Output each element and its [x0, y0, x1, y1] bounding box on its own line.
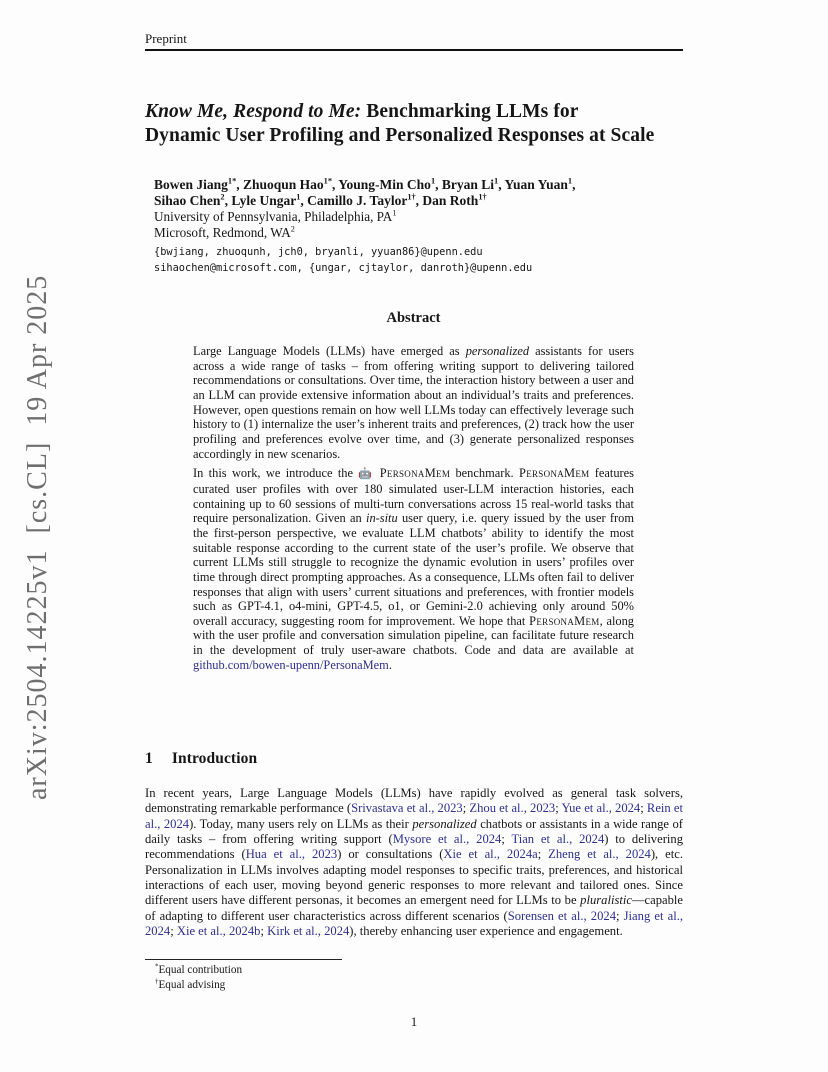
- header-rule: [145, 49, 683, 51]
- citation-link[interactable]: Xie et al., 2024b: [176, 924, 261, 939]
- robot-emoji-icon: 🤖: [358, 468, 375, 481]
- section-title: Introduction: [171, 750, 258, 767]
- citation-link[interactable]: Kirk et al., 2024: [267, 924, 350, 939]
- section-1-heading: [145, 750, 257, 768]
- footnotes: [145, 963, 565, 993]
- arxiv-watermark: arXiv:2504.14225v1 [cs.CL] 19 Apr 2025: [22, 274, 53, 800]
- citation-link[interactable]: Tian et al., 2024: [511, 832, 605, 847]
- citation-link[interactable]: Rein et al., 2024: [145, 801, 683, 831]
- citation-link[interactable]: Mysore et al., 2024: [392, 832, 502, 847]
- preprint-label: Preprint: [145, 31, 187, 46]
- affiliation-2: Microsoft, Redmond, $WA^2$: [154, 224, 295, 240]
- citation-link[interactable]: Hua et al., 2023: [245, 847, 338, 862]
- page-number: 1: [410, 1014, 418, 1029]
- citation-link[interactable]: Srivastava et al., 2023: [351, 801, 463, 816]
- abstract-paragraph-2: In this work, we introduce the 🤖 PersonaMem benchmark. PersonaMem features curated user profiles with over 180 simulated user-LLM interaction histories, each containing up to 60 sessions of multi-turn conversations across 15 real-world tasks that require personalization. Given an in-situ user query, i.e. query issued by the user from the first-person perspective, we evaluate LLM chatbots’ ability to identify the most suitable response according to the current state of the user’s profile. We observe that current LLMs still struggle to recognize the dynamic evolution in users’ profiles over time through direct prompting approaches. As a consequence, LLMs often fail to deliver responses that align with users’ current situations and preferences, with frontier models such as GPT-4.1, o4-mini, GPT-4.5, o1, or Gemini-2.0 achieving only around 50% overall accuracy, suggesting room for improvement. We hope that PersonaMem, along with the user profile and conversation simulation pipeline, can facilitate future research in the development of truly user-aware chatbots. Code and data are available at github.com/bowen-upenn/PersonaMem.: [193, 466, 635, 672]
- citation-link[interactable]: Sorensen et al., 2024: [507, 908, 616, 923]
- email-line-2: sihaochen@microsoft.com, {ungar, cjtaylor, danroth}@upenn.edu: [154, 261, 533, 274]
- section-number: 1: [145, 750, 153, 767]
- paper-title: Know Me, Respond to Me: Benchmarking LLMs for Dynamic User Profiling and Personalized Responses at Scale: [145, 101, 655, 146]
- citation-link[interactable]: Zheng et al., 2024: [548, 847, 651, 862]
- footnote-rule: [145, 959, 342, 960]
- citation-link[interactable]: Xie et al., 2024a: [443, 847, 538, 862]
- footnote-text: Equal advising: [158, 978, 226, 991]
- citation-link[interactable]: Zhou et al., 2023: [469, 801, 556, 816]
- citation-link[interactable]: Yue et al., 2024: [561, 801, 641, 816]
- abstract-section: [193, 310, 634, 677]
- footnote-equal-contribution: [145, 963, 565, 978]
- affiliation-1: University of Pennsylvania, Philadelphia, $PA^1$: [154, 208, 397, 224]
- footnote-equal-advising: [145, 978, 565, 993]
- footnote-marker: †: [155, 977, 159, 986]
- author-line-1: Bowen Jiang$^{1*}$, Zhuoqun Hao$^{1*}$, Young-Min Cho$^1$, Bryan Li$^1$, Yuan Yuan$^1$,: [154, 176, 576, 192]
- introduction-paragraph: In recent years, Large Language Models (LLMs) have rapidly evolved as general task solvers, demonstrating remarkable performance (Srivastava et al., 2023; Zhou et al., 2023; Yue et al., 2024; Rein et al., 2024). Today, many users rely on LLMs as their personalized chatbots or assistants in a wide range of daily tasks – from offering writing support (Mysore et al., 2024; Tian et al., 2024) to delivering recommendations (Hua et al., 2023) or consultations (Xie et al., 2024a; Zheng et al., 2024), etc. Personalization in LLMs involves adapting model responses to specific traits, preferences, and historical interactions of each user, moving beyond generic responses to more relevant and tailored ones. Since different users have different personas, it becomes an emergent need for LLMs to be pluralistic—capable of adapting to different user characteristics across different scenarios (Sorensen et al., 2024; Jiang et al., 2024; Xie et al., 2024b; Kirk et al., 2024), thereby enhancing user experience and engagement.: [145, 786, 684, 939]
- author-block: [154, 177, 674, 276]
- github-link[interactable]: github.com/bowen-upenn/PersonaMem: [193, 657, 389, 672]
- abstract-heading: Abstract: [386, 310, 441, 326]
- author-line-2: Sihao Chen$^2$, Lyle Ungar$^1$, Camillo J. Taylor$^{1\dagger}$, Dan Roth$^{1\dagger}$: [154, 192, 487, 208]
- email-line-1: {bwjiang, zhuoqunh, jch0, bryanli, yyuan86}@upenn.edu: [154, 246, 483, 258]
- abstract-paragraph-1: Large Language Models (LLMs) have emerged as personalized assistants for users across a wide range of tasks – from offering writing support to delivering tailored recommendations or consultations. Over time, the interaction history between a user and an LLM can provide extensive information about an individual’s traits and preferences. However, open questions remain on how well LLMs today can effectively leverage such history to (1) internalize the user’s inherent traits and preferences, (2) track how the user profiling and preferences evolve over time, and (3) generate personalized responses accordingly in new scenarios.: [193, 344, 635, 461]
- footnote-text: Equal contribution: [158, 964, 243, 976]
- citation-link[interactable]: Jiang et al., 2024: [145, 908, 684, 939]
- footnote-marker: *: [155, 962, 159, 971]
